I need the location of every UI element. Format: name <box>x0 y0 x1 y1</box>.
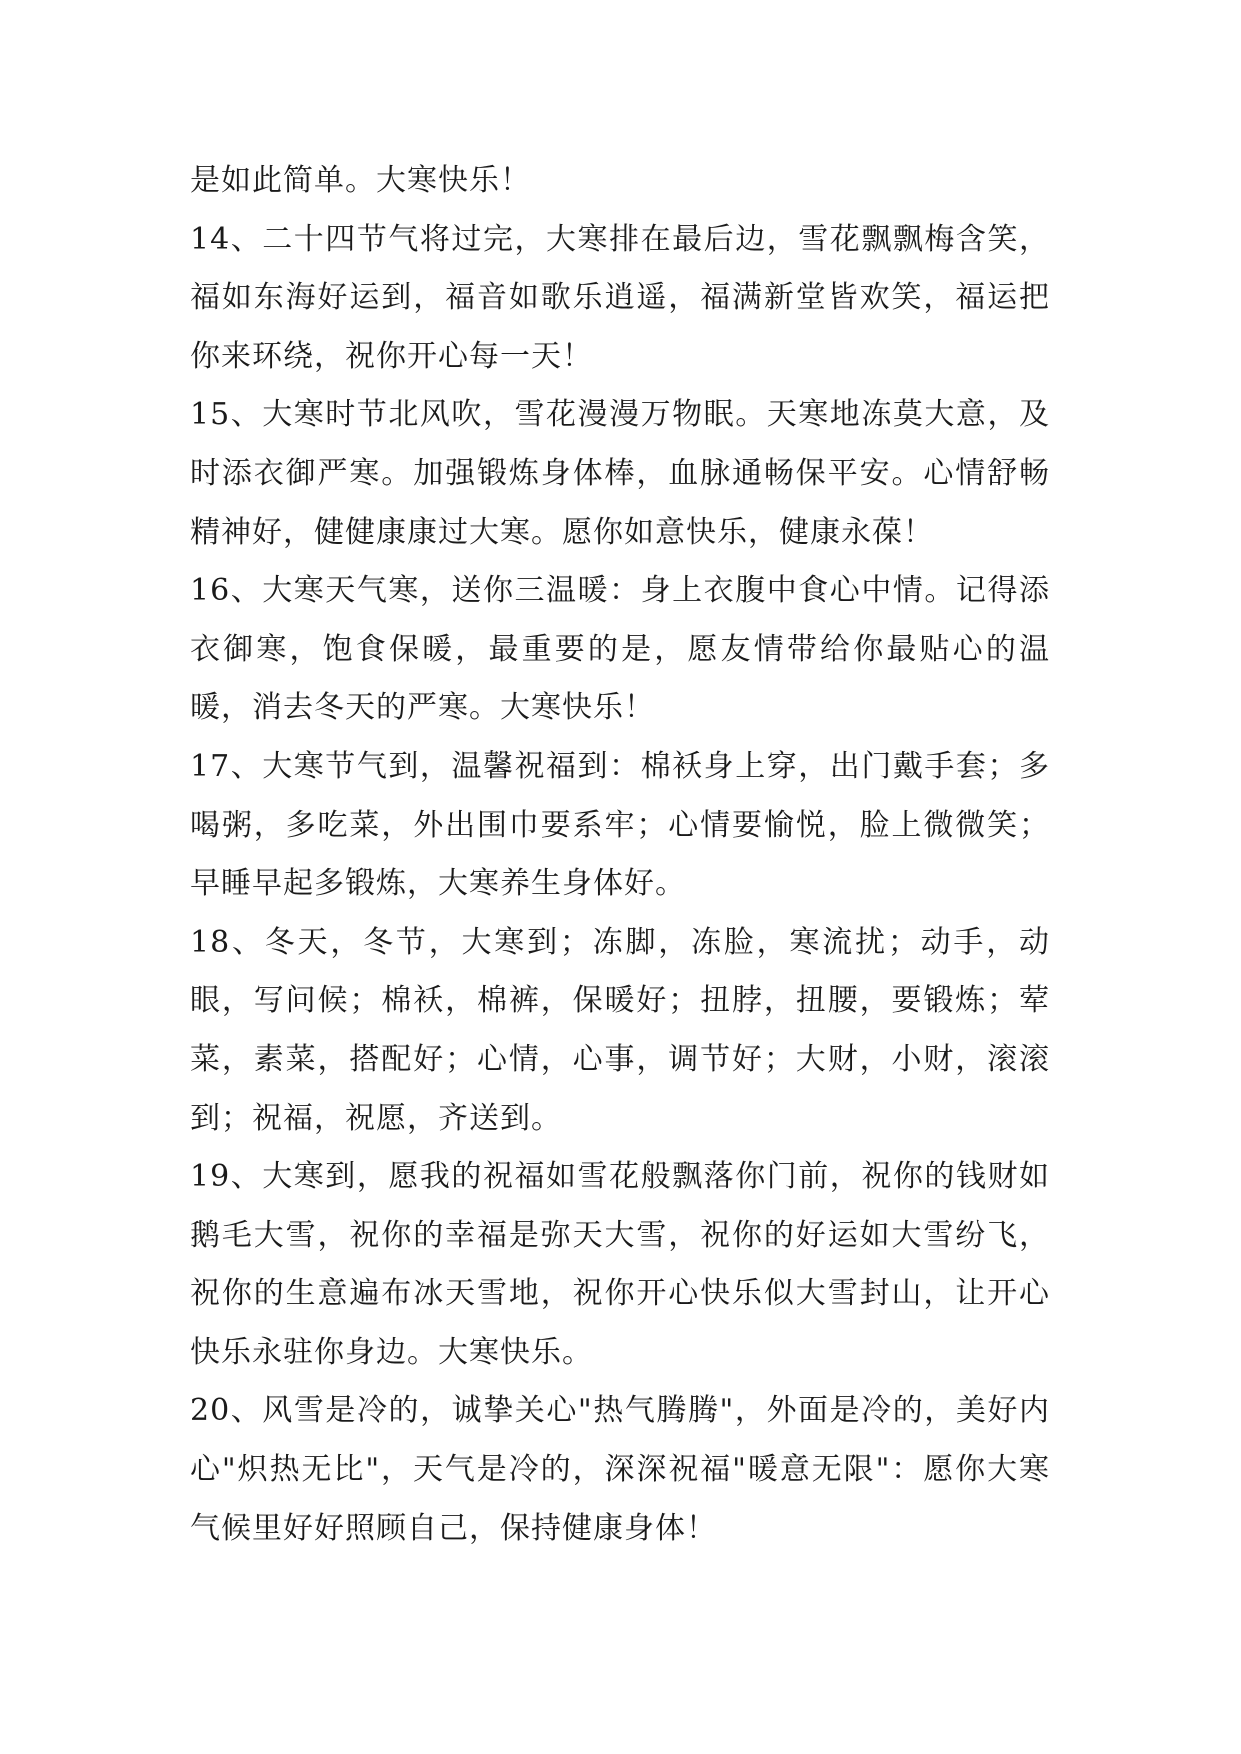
paragraph-15: 15、大寒时节北风吹，雪花漫漫万物眠。天寒地冻莫大意，及时添衣御严寒。加强锻炼身体棒，血脉通畅保平安。心情舒畅精神好，健健康康过大寒。愿你如意快乐，健康永葆！ <box>190 397 1050 550</box>
document-body <box>190 152 1050 1558</box>
paragraph-14: 14、二十四节气将过完，大寒排在最后边，雪花飘飘梅含笑，福如东海好运到，福音如歌乐逍遥，福满新堂皆欢笑，福运把你来环绕，祝你开心每一天！ <box>190 221 1050 374</box>
paragraph-continuation: 是如此简单。大寒快乐！ <box>190 163 531 198</box>
paragraph-18: 18、冬天，冬节，大寒到；冻脚，冻脸，寒流扰；动手，动眼，写问候；棉袄，棉裤，保暖好；扭脖，扭腰，要锻炼；荤菜，素菜，搭配好；心情，心事，调节好；大财，小财，滚滚到；祝福，祝愿，齐送到。 <box>190 924 1050 1136</box>
paragraph-17: 17、大寒节气到，温馨祝福到：棉袄身上穿，出门戴手套；多喝粥，多吃菜，外出围巾要系牢；心情要愉悦，脸上微微笑；早睡早起多锻炼，大寒养生身体好。 <box>190 748 1050 902</box>
paragraph-19: 19、大寒到，愿我的祝福如雪花般飘落你门前，祝你的钱财如鹅毛大雪，祝你的幸福是弥天大雪，祝你的好运如大雪纷飞，祝你的生意遍布冰天雪地，祝你开心快乐似大雪封山，让开心快乐永驻你身边。大寒快乐。 <box>190 1159 1050 1370</box>
paragraph-20: 20、风雪是冷的，诚挚关心"热气腾腾"，外面是冷的，美好内心"炽热无比"，天气是冷的，深深祝福"暖意无限"：愿你大寒气候里好好照顾自己，保持健康身体！ <box>190 1393 1050 1546</box>
paragraph-16: 16、大寒天气寒，送你三温暖：身上衣腹中食心中情。记得添衣御寒，饱食保暖，最重要的是，愿友情带给你最贴心的温暖，消去冬天的严寒。大寒快乐！ <box>190 573 1050 726</box>
